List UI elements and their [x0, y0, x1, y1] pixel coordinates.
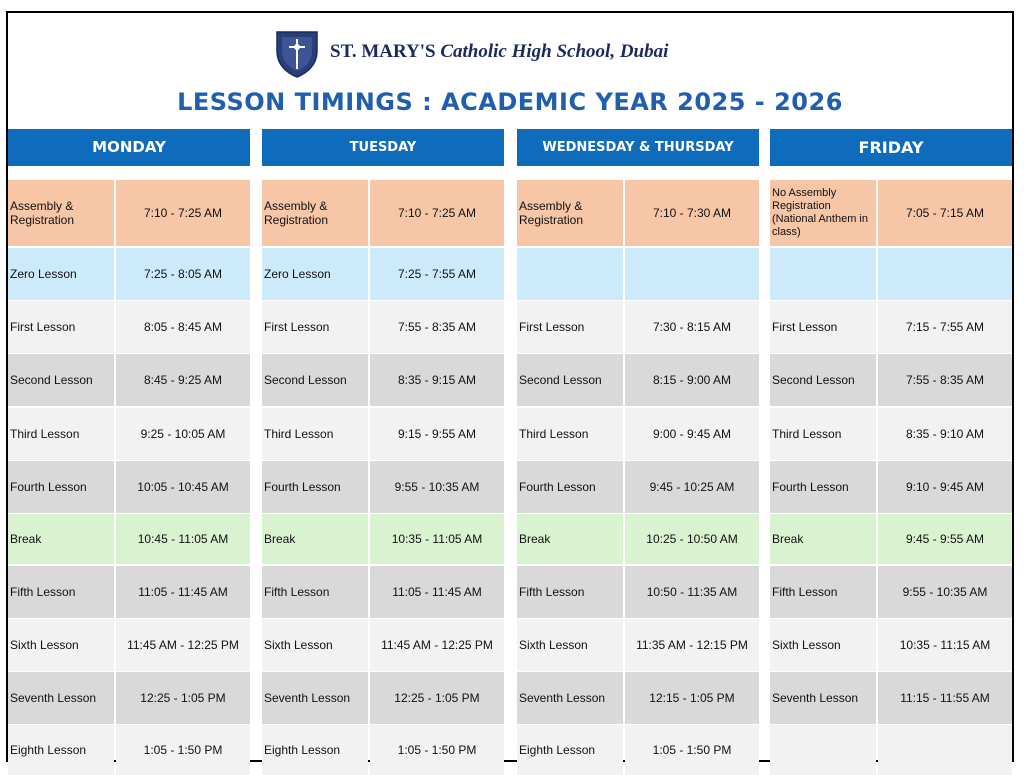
lesson-label: Assembly & Registration	[517, 180, 623, 246]
lesson-label: Fourth Lesson	[770, 461, 876, 513]
lesson-label: Fifth Lesson	[770, 566, 876, 618]
lesson-label: First Lesson	[262, 301, 368, 353]
lesson-time	[878, 248, 1012, 300]
lesson-time: 7:55 - 8:35 AM	[370, 301, 504, 353]
lesson-label: Second Lesson	[517, 354, 623, 406]
lesson-time: 7:25 - 7:55 AM	[370, 248, 504, 300]
lesson-label: Sixth Lesson	[770, 619, 876, 671]
lesson-time: 9:15 - 9:55 AM	[370, 408, 504, 460]
lesson-label: Break	[517, 514, 623, 564]
lesson-label: Zero Lesson	[8, 248, 114, 300]
lesson-label: Fourth Lesson	[262, 461, 368, 513]
lesson-label: Second Lesson	[770, 354, 876, 406]
lesson-label: Eighth Lesson	[517, 725, 623, 775]
lesson-time: 12:25 - 1:05 PM	[116, 672, 250, 724]
lesson-label: No Assembly Registration (National Anthem in class)	[770, 180, 876, 246]
lesson-time: 7:10 - 7:25 AM	[116, 180, 250, 246]
lesson-label: Second Lesson	[262, 354, 368, 406]
lesson-time: 8:45 - 9:25 AM	[116, 354, 250, 406]
lesson-label: Zero Lesson	[262, 248, 368, 300]
lesson-label: Third Lesson	[770, 408, 876, 460]
lesson-time: 7:05 - 7:15 AM	[878, 180, 1012, 246]
lesson-label: Seventh Lesson	[517, 672, 623, 724]
lesson-label: Break	[8, 514, 114, 564]
lesson-label: Sixth Lesson	[517, 619, 623, 671]
lesson-time: 7:15 - 7:55 AM	[878, 301, 1012, 353]
lesson-time	[878, 725, 1012, 775]
lesson-time: 9:25 - 10:05 AM	[116, 408, 250, 460]
lesson-time: 12:15 - 1:05 PM	[625, 672, 759, 724]
lesson-time: 11:05 - 11:45 AM	[116, 566, 250, 618]
day-header: WEDNESDAY & THURSDAY	[517, 129, 759, 166]
lesson-label	[770, 248, 876, 300]
lesson-time: 8:15 - 9:00 AM	[625, 354, 759, 406]
lesson-time: 10:45 - 11:05 AM	[116, 514, 250, 564]
lesson-label: Seventh Lesson	[8, 672, 114, 724]
lesson-time: 7:55 - 8:35 AM	[878, 354, 1012, 406]
lesson-time: 1:05 - 1:50 PM	[625, 725, 759, 775]
lesson-time: 9:45 - 10:25 AM	[625, 461, 759, 513]
lesson-label: Second Lesson	[8, 354, 114, 406]
lesson-label: Fourth Lesson	[8, 461, 114, 513]
day-header: MONDAY	[8, 129, 250, 166]
lesson-time: 10:50 - 11:35 AM	[625, 566, 759, 618]
lesson-label	[517, 248, 623, 300]
lesson-label: Eighth Lesson	[262, 725, 368, 775]
lesson-time: 9:55 - 10:35 AM	[878, 566, 1012, 618]
school-name-rest: Catholic High School, Dubai	[440, 41, 669, 62]
lesson-time: 1:05 - 1:50 PM	[370, 725, 504, 775]
lesson-label: First Lesson	[8, 301, 114, 353]
lesson-time: 9:00 - 9:45 AM	[625, 408, 759, 460]
lesson-time: 9:10 - 9:45 AM	[878, 461, 1012, 513]
lesson-label: Assembly & Registration	[8, 180, 114, 246]
lesson-time: 7:10 - 7:30 AM	[625, 180, 759, 246]
lesson-time: 8:35 - 9:15 AM	[370, 354, 504, 406]
school-crest-icon	[274, 29, 320, 79]
school-name-main: ST. MARY'S	[330, 41, 436, 62]
header	[8, 13, 1012, 131]
lesson-label: Fifth Lesson	[8, 566, 114, 618]
day-header: FRIDAY	[770, 129, 1012, 166]
lesson-label: Fourth Lesson	[517, 461, 623, 513]
lesson-label: First Lesson	[770, 301, 876, 353]
lesson-label: Third Lesson	[8, 408, 114, 460]
lesson-label	[770, 725, 876, 775]
lesson-label: Break	[262, 514, 368, 564]
lesson-label: Assembly & Registration	[262, 180, 368, 246]
lesson-label: Break	[770, 514, 876, 564]
lesson-label: Sixth Lesson	[8, 619, 114, 671]
lesson-label: Seventh Lesson	[262, 672, 368, 724]
lesson-time	[625, 248, 759, 300]
lesson-label: Eighth Lesson	[8, 725, 114, 775]
lesson-time: 11:35 AM - 12:15 PM	[625, 619, 759, 671]
lesson-time: 12:25 - 1:05 PM	[370, 672, 504, 724]
lesson-time: 1:05 - 1:50 PM	[116, 725, 250, 775]
lesson-time: 10:35 - 11:05 AM	[370, 514, 504, 564]
lesson-label: Fifth Lesson	[517, 566, 623, 618]
lesson-time: 7:10 - 7:25 AM	[370, 180, 504, 246]
timetable-frame	[6, 11, 1014, 762]
page-title: LESSON TIMINGS : ACADEMIC YEAR 2025 - 2026	[177, 88, 843, 116]
lesson-time: 9:55 - 10:35 AM	[370, 461, 504, 513]
lesson-time: 10:25 - 10:50 AM	[625, 514, 759, 564]
day-header: TUESDAY	[262, 129, 504, 166]
lesson-time: 11:15 - 11:55 AM	[878, 672, 1012, 724]
lesson-label: Third Lesson	[262, 408, 368, 460]
lesson-time: 8:05 - 8:45 AM	[116, 301, 250, 353]
lesson-time: 10:35 - 11:15 AM	[878, 619, 1012, 671]
lesson-label: Fifth Lesson	[262, 566, 368, 618]
lesson-time: 11:45 AM - 12:25 PM	[370, 619, 504, 671]
lesson-label: First Lesson	[517, 301, 623, 353]
lesson-time: 8:35 - 9:10 AM	[878, 408, 1012, 460]
lesson-time: 9:45 - 9:55 AM	[878, 514, 1012, 564]
lesson-label: Sixth Lesson	[262, 619, 368, 671]
lesson-time: 7:25 - 8:05 AM	[116, 248, 250, 300]
lesson-label: Seventh Lesson	[770, 672, 876, 724]
school-name	[330, 41, 668, 63]
lesson-label: Third Lesson	[517, 408, 623, 460]
lesson-time: 10:05 - 10:45 AM	[116, 461, 250, 513]
lesson-time: 11:05 - 11:45 AM	[370, 566, 504, 618]
lesson-time: 7:30 - 8:15 AM	[625, 301, 759, 353]
lesson-time: 11:45 AM - 12:25 PM	[116, 619, 250, 671]
